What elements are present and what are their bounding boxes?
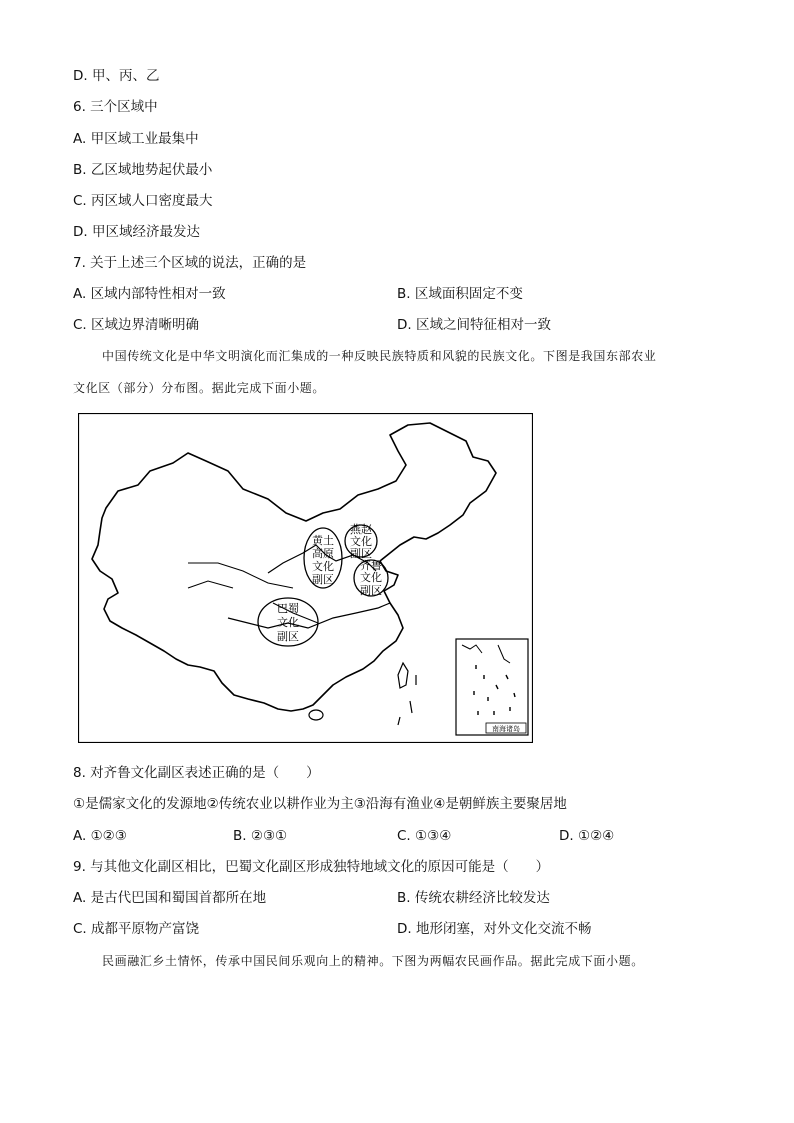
q7-option-d: D. 区域之间特征相对一致 (397, 317, 551, 333)
qilu-label-1: 齐鲁 (360, 559, 382, 572)
q7-option-b: B. 区域面积固定不变 (397, 286, 523, 302)
q6-option-a: A. 甲区域工业最集中 (73, 131, 199, 147)
q9-option-b: B. 传统农耕经济比较发达 (397, 890, 550, 906)
q7-option-c: C. 区域边界清晰明确 (73, 317, 200, 333)
huangtu-label-4: 副区 (312, 573, 334, 586)
q5-option-d: D. 甲、丙、乙 (73, 68, 160, 84)
bashu-label-3: 副区 (277, 630, 299, 643)
bashu-label-1: 巴蜀 (277, 602, 299, 615)
hainan-island (309, 710, 323, 720)
qilu-label-3: 副区 (360, 584, 382, 597)
q8-stem: 8. 对齐鲁文化副区表述正确的是（ ） (73, 765, 320, 781)
q8-option-c: C. ①③④ (397, 828, 452, 844)
q6-stem: 6. 三个区域中 (73, 99, 158, 115)
intro1-line2: 文化区（部分）分布图。据此完成下面小题。 (73, 381, 326, 395)
yanzhao-label-1: 燕赵 (350, 523, 372, 536)
huangtu-label-1: 黄土 (312, 534, 334, 547)
q8-statements: ①是儒家文化的发源地②传统农业以耕作业为主③沿海有渔业④是朝鲜族主要聚居地 (73, 796, 567, 812)
huangtu-label-2: 高原 (312, 547, 334, 560)
yanzhao-label-3: 副区 (350, 547, 372, 560)
huangtu-label-3: 文化 (312, 560, 334, 573)
q8-option-d: D. ①②④ (559, 828, 615, 844)
q8-option-b: B. ②③① (233, 828, 288, 844)
south-china-sea-inset (456, 639, 528, 735)
inset-label: 南海诸岛 (492, 725, 520, 733)
q6-option-b: B. 乙区域地势起伏最小 (73, 162, 213, 178)
q8-option-a: A. ①②③ (73, 828, 127, 844)
yanzhao-label-2: 文化 (350, 535, 372, 548)
q9-stem: 9. 与其他文化副区相比，巴蜀文化副区形成独特地域文化的原因可能是（ ） (73, 859, 550, 875)
q9-option-a: A. 是古代巴国和蜀国首都所在地 (73, 890, 267, 906)
q7-option-a: A. 区域内部特性相对一致 (73, 286, 226, 302)
q6-option-c: C. 丙区域人口密度最大 (73, 193, 213, 209)
china-culture-map (78, 413, 533, 743)
q9-option-c: C. 成都平原物产富饶 (73, 921, 200, 937)
bashu-label-2: 文化 (277, 616, 299, 629)
q6-option-d: D. 甲区域经济最发达 (73, 224, 200, 240)
qilu-label-2: 文化 (360, 571, 382, 584)
q7-stem: 7. 关于上述三个区域的说法，正确的是 (73, 255, 307, 271)
q9-option-d: D. 地形闭塞，对外文化交流不畅 (397, 921, 592, 937)
intro1-line1: 中国传统文化是中华文明演化而汇集成的一种反映民族特质和风貌的民族文化。下图是我国东部农业 (102, 349, 657, 363)
intro2: 民画融汇乡土情怀，传承中国民间乐观向上的精神。下图为两幅农民画作品。据此完成下面小题。 (102, 954, 644, 968)
